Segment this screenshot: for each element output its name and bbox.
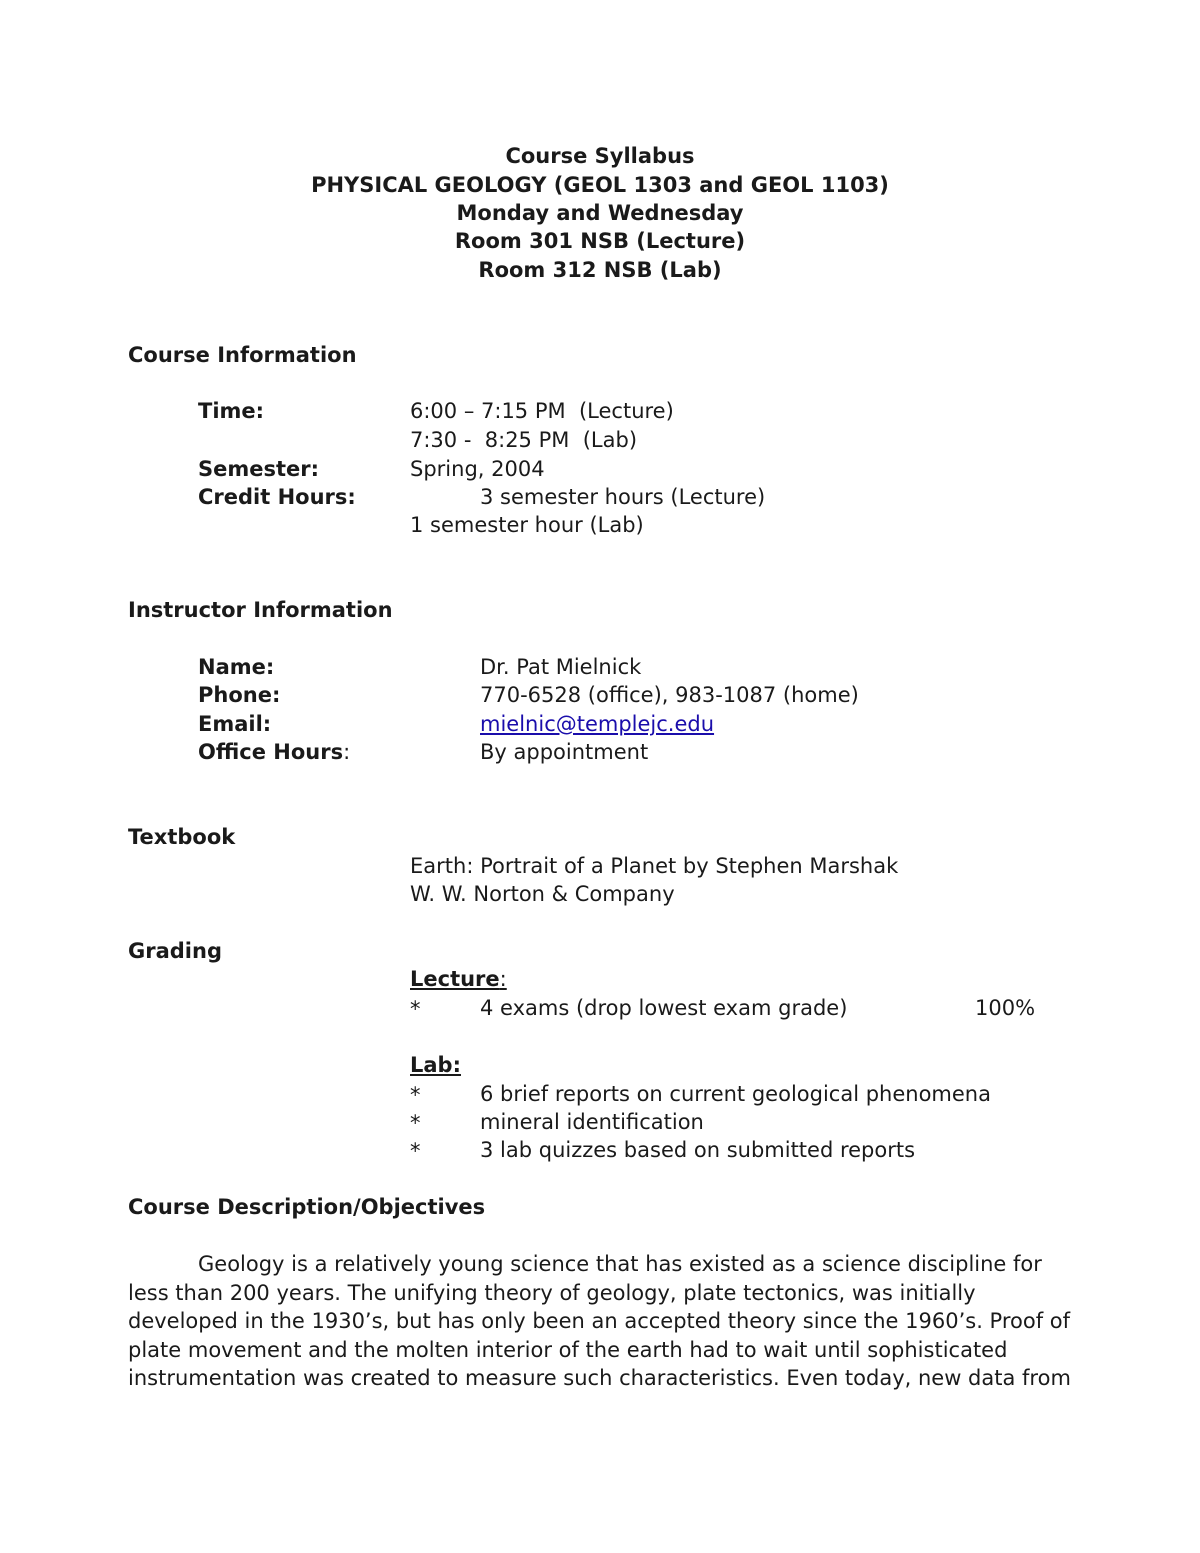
time-lab-value: 7:30 - 8:25 PM (Lab) xyxy=(410,428,638,452)
course-information-heading: Course Information xyxy=(128,343,357,367)
instructor-phone: 770-6528 (office), 983-1087 (home) xyxy=(480,683,859,707)
textbook-title: Earth: Portrait of a Planet by Stephen Marshak xyxy=(410,854,899,878)
lab-grading-item: 6 brief reports on current geological phenomena xyxy=(480,1082,991,1106)
instructor-information-heading: Instructor Information xyxy=(128,598,393,622)
email-label: Email: xyxy=(198,712,272,736)
lecture-grading-weight: 100% xyxy=(975,996,1036,1020)
bullet-marker: * xyxy=(410,1111,421,1135)
credit-lecture-value: 3 semester hours (Lecture) xyxy=(480,485,766,509)
course-description-heading: Course Description/Objectives xyxy=(128,1195,486,1219)
instructor-email-link[interactable]: mielnic@templejc.edu xyxy=(480,712,715,736)
time-lecture-value: 6:00 – 7:15 PM (Lecture) xyxy=(410,399,674,423)
lab-grading-item: 3 lab quizzes based on submitted reports xyxy=(480,1138,916,1162)
course-description-paragraph: Geology is a relatively young science that has existed as a science discipline for less than 200 years. The unifying theory of geology, plate tectonics, was initially developed in the 1930’s, but has only been an accepted theory since the 1960’s. Proof of plate movement and the molten interior of the earth had to wait until sophisticated instrumentation was created to measure such characteristics. Even today, new data from xyxy=(128,1252,1071,1390)
name-label: Name: xyxy=(198,655,275,679)
credit-lab-value: 1 semester hour (Lab) xyxy=(410,513,644,537)
lecture-room: Room 301 NSB (Lecture) xyxy=(454,229,746,253)
office-hours-value: By appointment xyxy=(480,740,649,764)
lecture-subheading-colon: : xyxy=(499,967,507,991)
lecture-subheading-text: Lecture xyxy=(410,967,500,991)
instructor-name: Dr. Pat Mielnick xyxy=(480,655,642,679)
grading-heading: Grading xyxy=(128,939,222,963)
office-hours-label-text: Office Hours xyxy=(198,740,344,764)
semester-value: Spring, 2004 xyxy=(410,457,545,481)
bullet-marker: * xyxy=(410,997,421,1021)
bullet-marker: * xyxy=(410,1139,421,1163)
lab-room: Room 312 NSB (Lab) xyxy=(478,258,722,282)
lab-grading-item: mineral identification xyxy=(480,1110,704,1134)
credit-hours-label: Credit Hours: xyxy=(198,485,356,509)
office-hours-label xyxy=(198,738,350,766)
syllabus-title: Course Syllabus xyxy=(505,144,695,168)
textbook-publisher: W. W. Norton & Company xyxy=(410,882,675,906)
time-label: Time: xyxy=(198,399,265,423)
semester-label: Semester: xyxy=(198,457,320,481)
course-name: PHYSICAL GEOLOGY (GEOL 1303 and GEOL 1103) xyxy=(311,173,889,197)
lecture-subheading xyxy=(410,965,507,993)
bullet-marker: * xyxy=(410,1083,421,1107)
office-hours-colon: : xyxy=(343,740,351,764)
meeting-days: Monday and Wednesday xyxy=(456,201,744,225)
textbook-heading: Textbook xyxy=(128,825,236,849)
lab-subheading: Lab: xyxy=(410,1053,461,1077)
phone-label: Phone: xyxy=(198,683,281,707)
lecture-grading-item: 4 exams (drop lowest exam grade) xyxy=(480,996,848,1020)
